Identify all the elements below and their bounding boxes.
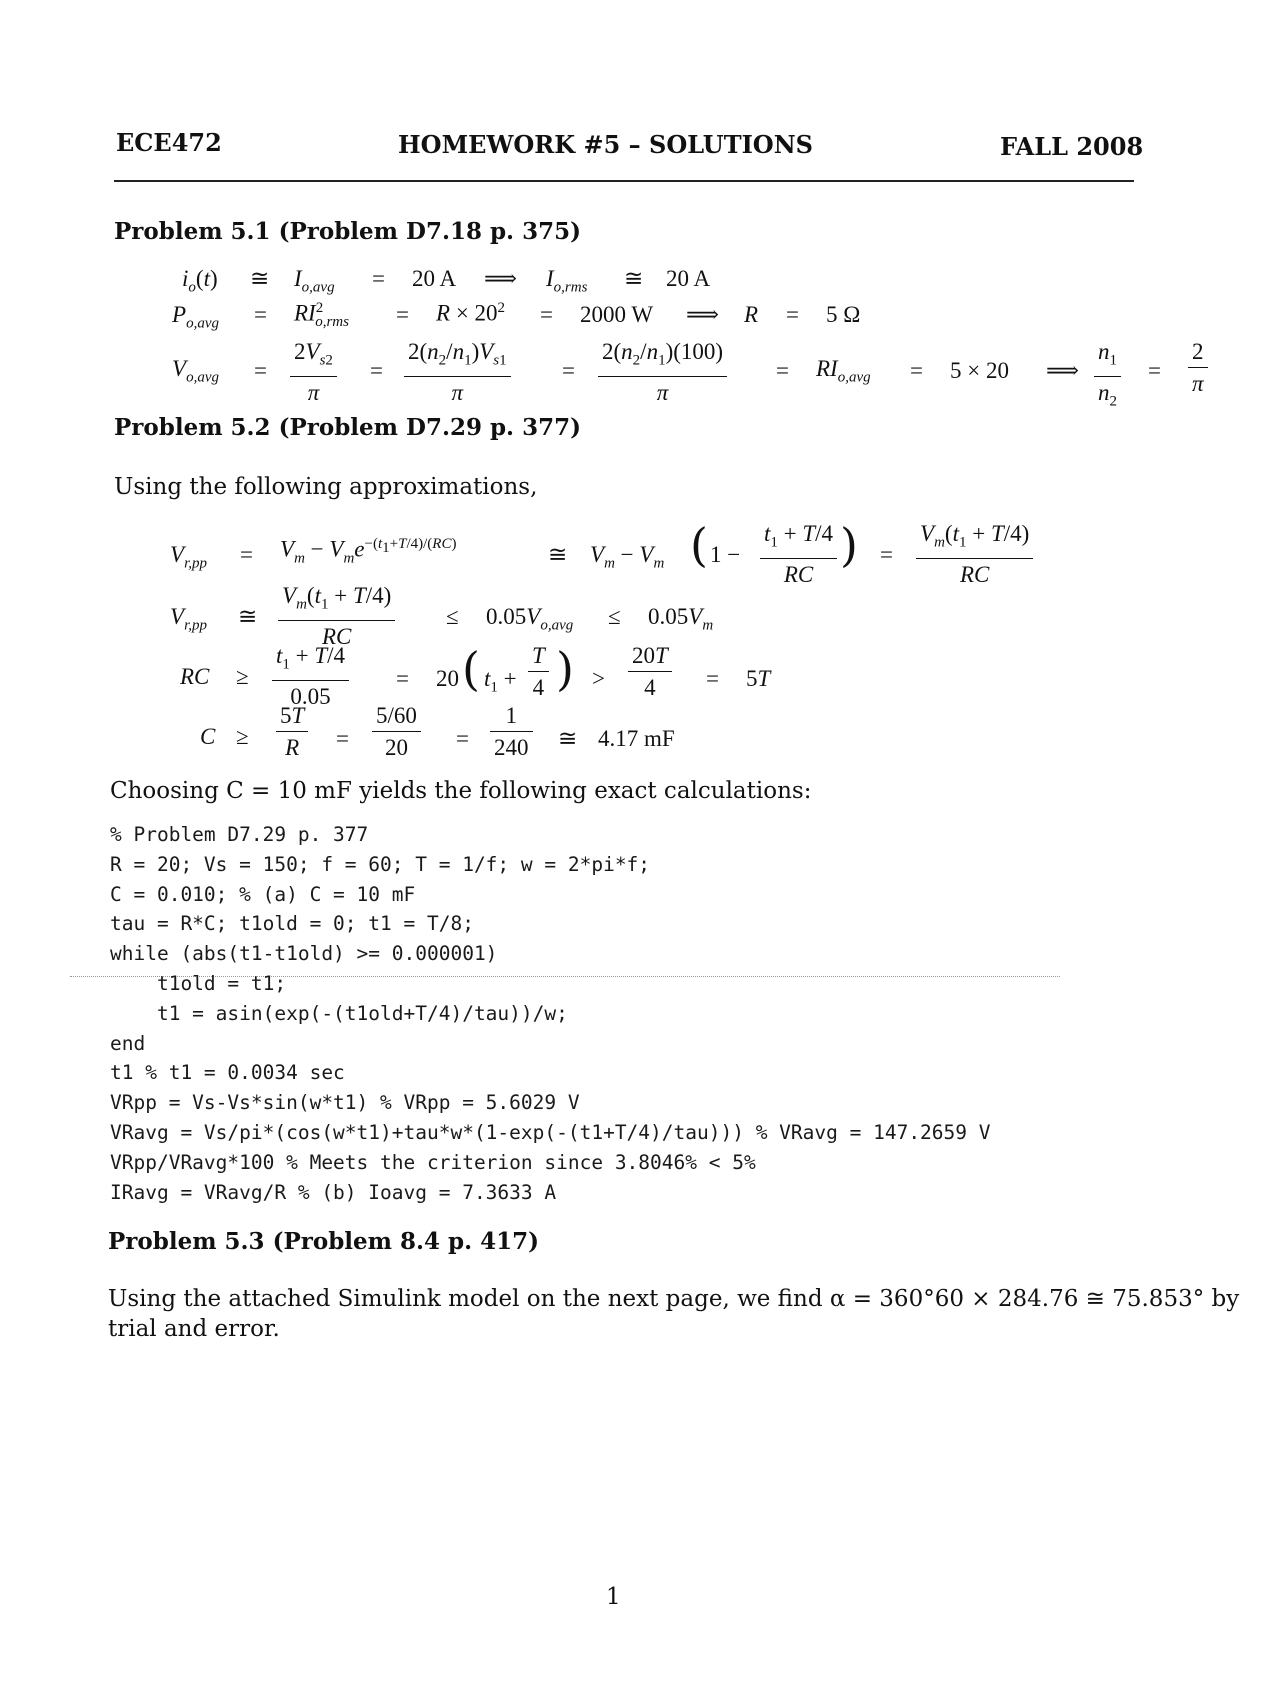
code-line: t1old = t1;: [110, 971, 287, 995]
code-line: VRavg = Vs/pi*(cos(w*t1)+tau*w*(1-exp(-(t1+T/4)/tau))) % VRavg = 147.2659 V: [110, 1120, 991, 1144]
problem-5-3-text-line1: Using the attached Simulink model on the next page, we find α = 360°60 × 284.76 ≅ 75.853° by: [108, 1286, 1240, 1312]
code-line: while (abs(t1-t1old) >= 0.000001): [110, 942, 498, 966]
document-title: HOMEWORK #5 – SOLUTIONS: [398, 130, 813, 159]
code-line: C = 0.010; % (a) C = 10 mF: [110, 882, 416, 906]
page-number: 1: [606, 1584, 621, 1610]
matlab-code-block: [110, 820, 991, 1207]
code-line: tau = R*C; t1old = 0; t1 = T/8;: [110, 912, 474, 936]
header-rule: [114, 180, 1134, 182]
problem-5-3-heading: Problem 5.3 (Problem 8.4 p. 417): [108, 1228, 540, 1255]
problem-5-1-heading: Problem 5.1 (Problem D7.18 p. 375): [114, 218, 581, 245]
course-code: ECE472: [116, 128, 222, 157]
code-line: % Problem D7.29 p. 377: [110, 823, 369, 846]
code-line: R = 20; Vs = 150; f = 60; T = 1/f; w = 2*pi*f;: [110, 852, 651, 876]
code-line: VRpp/VRavg*100 % Meets the criterion since 3.8046% < 5%: [110, 1150, 756, 1174]
code-line: t1 % t1 = 0.0034 sec: [110, 1061, 345, 1085]
code-line: IRavg = VRavg/R % (b) Ioavg = 7.3633 A: [110, 1180, 557, 1204]
problem-5-2-choosing: Choosing C = 10 mF yields the following exact calculations:: [110, 778, 812, 804]
code-line: end: [110, 1031, 146, 1055]
problem-5-2-intro: Using the following approximations,: [114, 474, 538, 500]
code-line: VRpp = Vs-Vs*sin(w*t1) % VRpp = 5.6029 V: [110, 1091, 580, 1115]
problem-5-2-heading: Problem 5.2 (Problem D7.29 p. 377): [114, 414, 581, 441]
term-label: FALL 2008: [1000, 132, 1144, 161]
code-line: t1 = asin(exp(-(t1old+T/4)/tau))/w;: [110, 1001, 568, 1025]
problem-5-3-text-line2: trial and error.: [108, 1316, 280, 1342]
